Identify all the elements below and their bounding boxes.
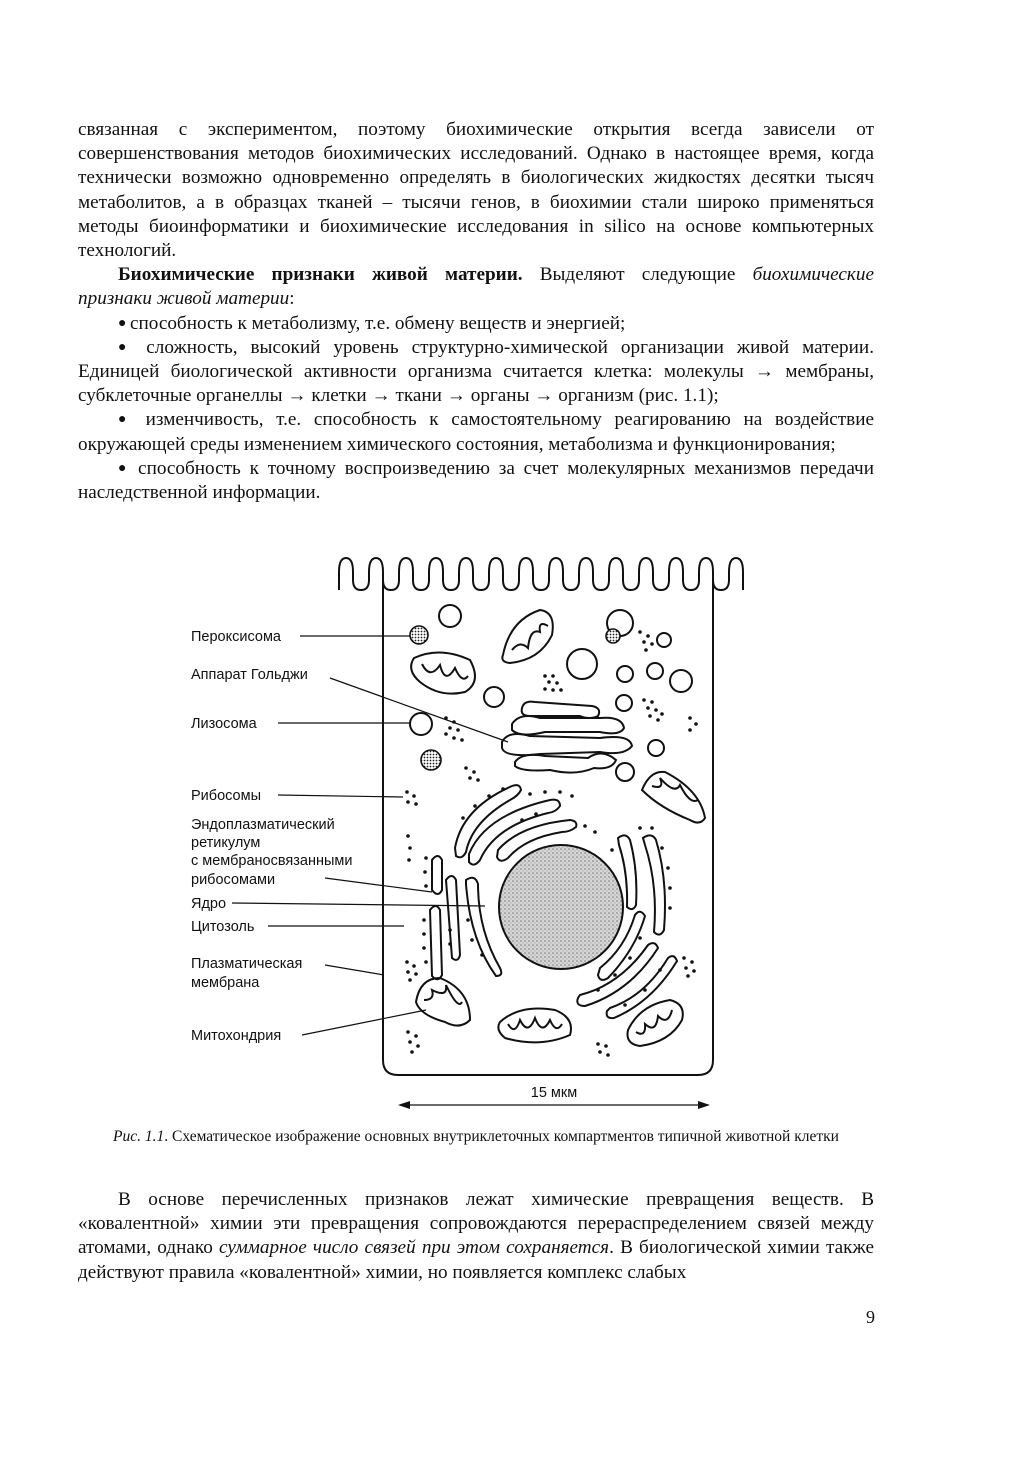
figure-caption	[78, 1127, 874, 1147]
scale-bar	[398, 1085, 710, 1109]
bullet-item: ● сложность, высокий уровень структурно-химической организации живой материи. Единицей биологической активности организма считается клетка: молекулы → мембраны, субклеточные органеллы → клетки → ткани → органы → организм (рис. 1.1);	[78, 336, 874, 409]
features-heading: Биохимические признаки живой материи.	[118, 264, 523, 286]
label-membrane-line2: мембрана	[191, 975, 260, 991]
label-er-line3: с мембраносвязанными	[191, 853, 353, 869]
label-er-line2: ретикулум	[191, 835, 261, 851]
page-number: 9	[866, 1307, 875, 1327]
label-leader-lines	[232, 636, 508, 1035]
golgi-apparatus	[502, 702, 632, 773]
transformations-italic: суммарное число связей при этом сохраняется	[219, 1237, 610, 1259]
label-lysosome: Лизосома	[191, 716, 257, 732]
label-ribosomes: Рибосомы	[191, 788, 262, 804]
paragraph-intro: связанная с экспериментом, поэтому биохимические открытия всегда зависели от совершенствования методов биохимических исследований. Однако в настоящее время, когда технически возможно одновременно определять в биологических жидкостях десятки тысяч метаболитов, а в образцах тканей – тысячи генов, в биохимии стали широко применяться методы биоинформатики и биохимические исследования in silico на основе компьютерных технологий.	[78, 119, 874, 262]
label-mitochondrion: Митохондрия	[191, 1028, 282, 1044]
nucleus	[499, 845, 623, 969]
features-text: Выделяют следующие	[522, 264, 753, 286]
scale-label: 15 мкм	[530, 1085, 578, 1101]
label-er-line4: рибосомами	[191, 872, 276, 888]
label-golgi: Аппарат Гольджи	[191, 667, 308, 683]
label-er-line1: Эндоплазматический	[191, 817, 335, 833]
paragraph-transformations	[78, 1188, 874, 1285]
label-peroxisome: Пероксисома	[191, 629, 281, 645]
lower-text-block	[78, 1188, 874, 1285]
label-nucleus: Ядро	[191, 896, 227, 912]
transformations-text-b: . В биологической химии также действуют правила «ковалентной» химии, но появляется комплекс слабых	[78, 1237, 874, 1283]
bullet-item: ● способность к метаболизму, т.е. обмену веществ и энергией;	[78, 312, 874, 336]
bullet-item: ● изменчивость, т.е. способность к самостоятельному реагированию на воздействие окружающей среды изменением химического состояния, метаболизма и функционирования;	[78, 408, 874, 456]
plasma-membrane-outline	[339, 558, 743, 595]
label-membrane-line1: Плазматическая	[191, 956, 303, 972]
label-cytosol: Цитозоль	[191, 919, 255, 935]
caption-prefix: Рис. 1.1	[113, 1128, 165, 1145]
caption-text: . Схематическое изображение основных внутриклеточных компартментов типичной животной клетки	[164, 1128, 839, 1145]
features-colon: :	[289, 288, 295, 310]
transformations-text-a: В основе перечисленных признаков лежат химические превращения веществ. В «ковалентной» химии эти превращения сопровождаются перераспределением связей между атомами, однако	[78, 1189, 874, 1259]
features-italic: биохимические признаки живой материи	[78, 264, 874, 310]
bullet-item: ● способность к точному воспроизведению за счет молекулярных механизмов передачи наследственной информации.	[78, 457, 874, 505]
